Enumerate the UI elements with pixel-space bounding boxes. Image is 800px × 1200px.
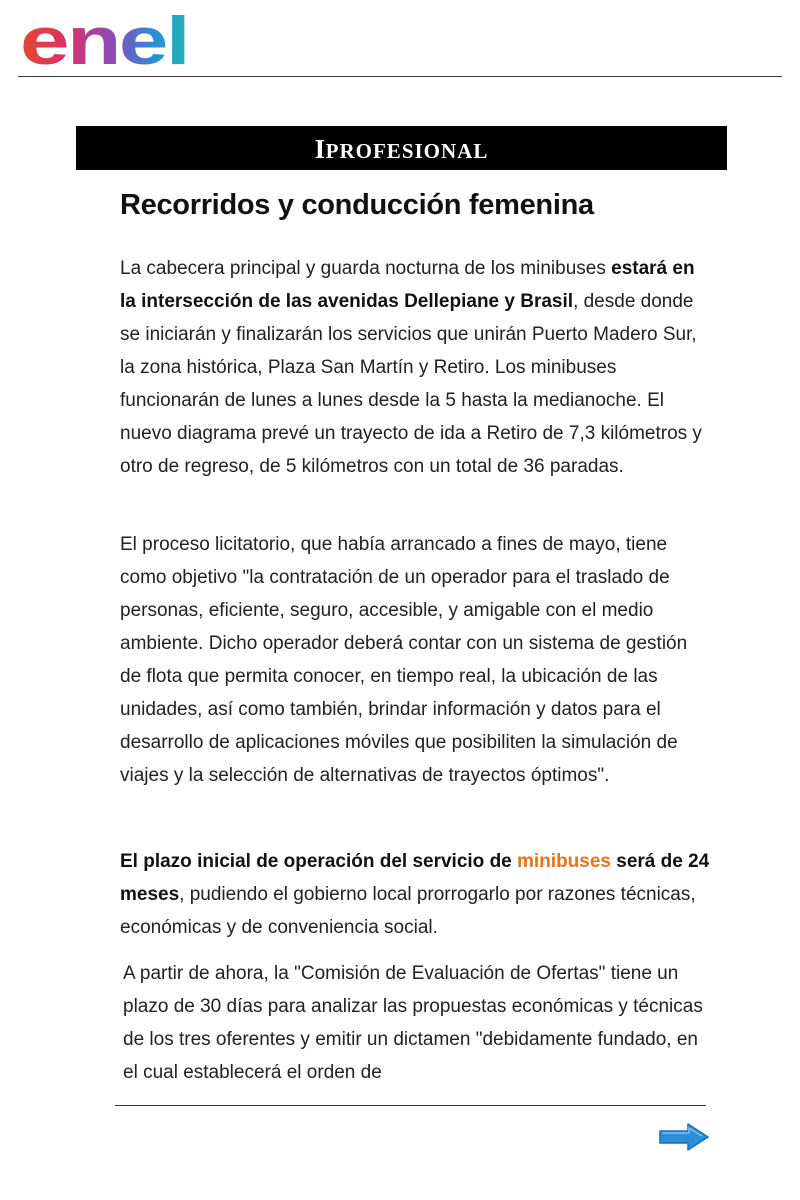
- p3-bold-2: será de 24 meses: [120, 851, 710, 905]
- p1-bold: estará en la intersección de las avenidas Dellepiane y Brasil: [120, 258, 695, 312]
- banner-rest: PROFESIONAL: [325, 139, 489, 163]
- paragraph-2: El proceso licitatorio, que había arrancado a fines de mayo, tiene como objetivo "la contratación de un operador para el traslado de personas, eficiente, seguro, accesible, y amigable con el medio ambiente. Dicho operador deberá contar con un sistema de gestión de flota que permita conocer, en tiempo real, la ubicación de las unidades, así como también, brindar información y datos para el desarrollo de aplicaciones móviles que posibiliten la simulación de viajes y la selección de alternativas de trayectos óptimos".: [120, 534, 688, 786]
- p3-text: , pudiendo el gobierno local prorrogarlo por razones técnicas, económicas y de conveniencia social.: [120, 884, 696, 938]
- minibuses-link[interactable]: minibuses: [517, 851, 611, 872]
- paragraph-1: [120, 252, 710, 483]
- p3-bold-1: El plazo inicial de operación del servicio de: [120, 851, 518, 872]
- article-title: Recorridos y conducción femenina: [120, 189, 594, 221]
- arrow-right-icon: [656, 1121, 712, 1153]
- p1-text-2: , desde donde se iniciarán y finalizarán los servicios que unirán Puerto Madero Sur, la zona histórica, Plaza San Martín y Retiro. Los minibuses funcionarán de lunes a lunes desde la 5 hasta la medianoche. El nuevo diagrama prevé un trayecto de ida a Retiro de 7,3 kilómetros y otro de regreso, de 5 kilómetros con un total de 36 paradas.: [120, 291, 702, 477]
- p1-text-1: La cabecera principal y guarda nocturna de los minibuses: [120, 258, 612, 279]
- paragraph-4: A partir de ahora, la "Comisión de Evaluación de Ofertas" tiene un plazo de 30 días para analizar las propuestas económicas y técnicas de los tres oferentes y emitir un dictamen "debidamente fundado, en el cual establecerá el orden de: [123, 963, 703, 1083]
- paragraph-3: [120, 845, 710, 944]
- next-page-button[interactable]: [656, 1121, 712, 1153]
- logo-text: enel: [20, 4, 188, 70]
- header: [18, 0, 782, 77]
- iprofesional-banner[interactable]: [76, 126, 727, 170]
- divider: [115, 1105, 706, 1106]
- banner-initial: I: [314, 134, 326, 164]
- enel-logo[interactable]: [20, 4, 192, 70]
